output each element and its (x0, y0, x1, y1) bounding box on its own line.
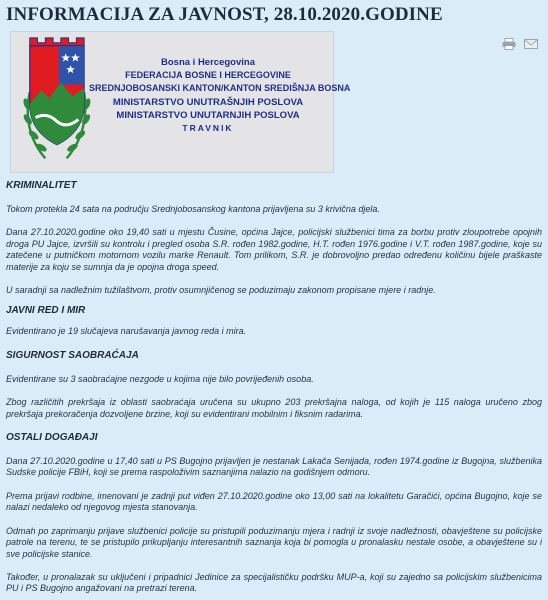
banner-text (89, 56, 351, 135)
section-heading-other-events: OSTALI DOGAĐAJI (6, 432, 98, 444)
banner-line-canton: SREDNJOBOSANSKI KANTON/KANTON SREDIŠNJA BOSNA (89, 83, 351, 94)
article-body (6, 176, 542, 595)
section-heading-public-order: JAVNI RED I MIR (6, 305, 86, 317)
paragraph: Također, u pronalazak su uključeni i pripadnici Jedinice za specijalističku podršku MUP-a, koji su zajedno sa policijskim službenicima PU i PS Bugojno angažovani na pretrazi terena. (6, 571, 542, 594)
banner-line-country: Bosna i Hercegovina (161, 57, 255, 68)
paragraph: Odmah po zaprimanju prijave službenici policije su pristupili poduzimanju mjera i radnji iz svoje nadležnosti, obavještene su policijske patrole na terenu, te se pristupilo prikupljanju interesantnih saznanja koja bi pomogla u pronalasku nestale osobe, a obavještene su i sve policijske stanice. (6, 525, 542, 559)
paragraph: Dana 27.10.2020.godine oko 19,40 sati u mjestu Čusine, općina Jajce, policijski službenici tima za borbu protiv zloupotrebe opojnih droga PU Jajce, izvršili su kontrolu i pregled osoba S.R. rođen 1982.godine, H.T. rođen 1976.godine i V.T. rođen 1987.godine, koje su zatečene u putničkom motornom vozilu marke Renault. Tom prilikom, S.R. je dobrovoljno predao određenu količinu bijele praškaste materije za koju se sumnja da je opojna droga speed. (6, 227, 542, 272)
paragraph: Tokom protekla 24 sata na području Srednjobosanskog kantona prijavljena su 3 krivična djela. (6, 204, 380, 214)
paragraph: Evidentirane su 3 saobraćajne nezgode u kojima nije bilo povrijeđenih osoba. (6, 373, 314, 384)
ministry-banner (10, 31, 351, 173)
banner-line-ministry-1: MINISTARSTVO UNUTRAŠNJIH POSLOVA (112, 96, 304, 108)
paragraph: Dana 27.10.2020.godine u 17,40 sati u PS Bugojno prijavljen je nestanak Lakača Senijada, rođen 1974.godine iz Bugojna, službenika Sudske policije FBiH, koji se prema raspoloživim saznanjima nalazio na godišnjem odmoru. (6, 456, 542, 478)
paragraph: Prema prijavi rodbine, imenovani je zadnji put viđen 27.10.2020.godine oko 13,00 sati na lokalitetu Garačići, općina Bugojno, koje se nalazi nedaleko od njegovog mjesta stanovanja. (6, 490, 542, 513)
banner-line-ministry-2: MINISTARSTVO UNUTARNJIH POSLOVA (116, 109, 300, 121)
ministry-coat-of-arms-icon (15, 34, 95, 170)
paragraph: Zbog različitih prekršaja iz oblasti saobraćaja uručena su ukupno 203 prekršajna naloga, od kojih je 115 naloga uručeno zbog prekršaja prekoračenja dozvoljene brzine, koji su evidentirani mobilnim i fiksnim radarima. (6, 397, 542, 419)
section-heading-traffic-safety: SIGURNOST SAOBRAĆAJA (6, 349, 139, 361)
email-icon[interactable] (524, 38, 538, 50)
section-heading-crime: KRIMINALITET (6, 180, 77, 191)
article-toolbar (502, 38, 538, 50)
paragraph: Evidentirano je 19 slučajeva narušavanja javnog reda i mira. (6, 326, 247, 337)
print-icon[interactable] (502, 38, 516, 50)
paragraph: U saradnji sa nadležnim tužilaštvom, protiv osumnjičenog se poduzimaju zakonom propisane mjere i radnje. (6, 285, 436, 296)
banner-line-city: TRAVNIK (182, 123, 234, 134)
page-title: INFORMACIJA ZA JAVNOST, 28.10.2020.GODINE (6, 4, 443, 25)
banner-line-federation: FEDERACIJA BOSNE I HERCEGOVINE (125, 70, 291, 81)
